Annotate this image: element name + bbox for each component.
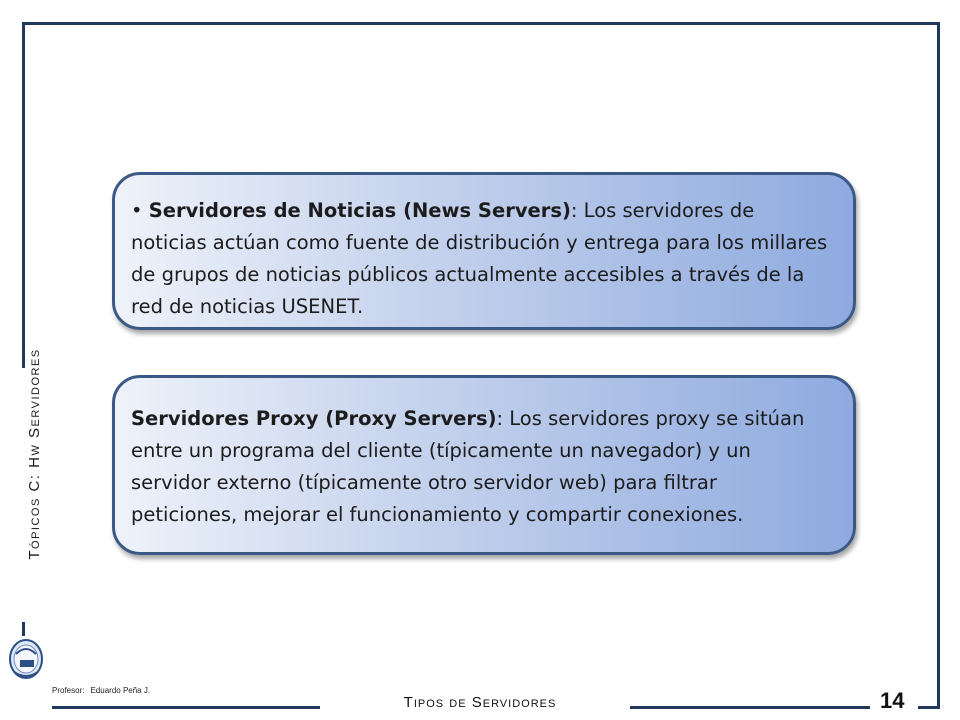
page-number: 14	[880, 688, 905, 713]
proxy-servers-heading: Servidores Proxy (Proxy Servers)	[131, 407, 497, 430]
bullet: •	[131, 199, 149, 222]
professor-name: Eduardo Peña J.	[90, 686, 151, 695]
professor-credit	[52, 686, 156, 695]
frame-bottom-line-right	[918, 706, 940, 709]
frame-bottom-line-left	[52, 706, 320, 709]
news-servers-heading: Servidores de Noticias (News Servers)	[148, 199, 571, 222]
news-servers-box	[112, 172, 856, 330]
frame-right-line	[937, 22, 940, 708]
dic-university-logo-icon	[6, 636, 46, 682]
frame-left-line-lower	[22, 622, 25, 636]
professor-label: Profesor:	[52, 686, 85, 695]
frame-top-line	[22, 22, 940, 25]
footer-title: Tipos de Servidores	[403, 694, 557, 711]
frame-bottom-line-mid	[630, 706, 870, 709]
sidebar-title: Tópicos C: Hw Servidores	[25, 348, 43, 560]
proxy-servers-text: : Los servidores proxy se sitúan entre un programa del cliente (típicamente un navegador) y un servidor externo (típicamente otro servidor web) para filtrar peticiones, mejorar el funcionamiento y compartir conexiones.	[131, 407, 805, 526]
news-servers-text: : Los servidores de noticias actúan como fuente de distribución y entrega para los millares de grupos de noticias públicos actualmente accesibles a través de la red de noticias USENET.	[131, 199, 828, 318]
proxy-servers-box	[112, 375, 856, 555]
